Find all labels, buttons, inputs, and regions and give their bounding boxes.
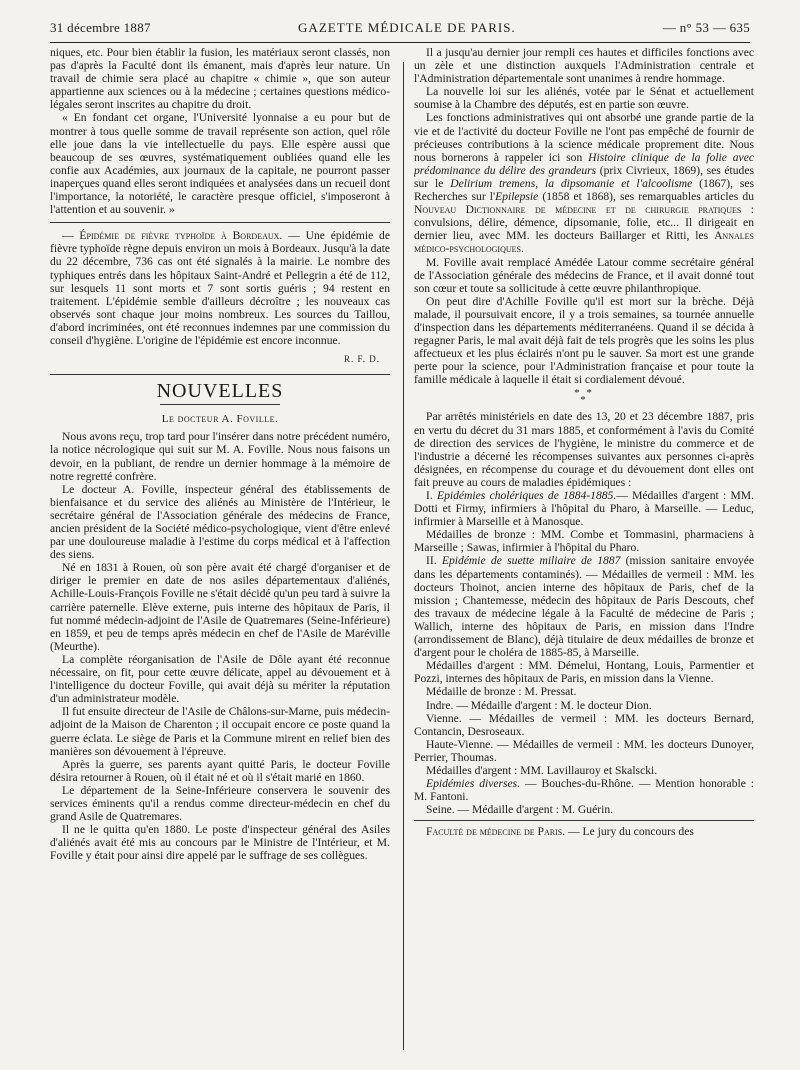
text-run: Delirium tremens, la dipsomanie et l'alcoolisme — [450, 176, 693, 190]
page-header — [50, 20, 750, 43]
paragraph: La complète réorganisation de l'Asile de Dôle ayant été reconnue nécessaire, on fit, pour cette œuvre délicate, appel au dévouement et à l'intelligence du docteur Foville, qui avait déjà su mériter la réputation d'un administrateur modèle. — [50, 652, 390, 706]
text-run: Les fonctions administratives qui ont absorbé une grande partie de la vie et de l'activité du docteur Foville ne l'ont pas empêché de fournir de précieuses contributions à la science médicale proprement dite. Nous nous bornerons à rappeler ici son — [414, 111, 754, 164]
divider — [50, 222, 390, 223]
text-run: — Le jury du concours des — [565, 825, 694, 839]
text-run: (prix Civrieux, 1869), ses études sur le — [414, 163, 754, 190]
typhoid-text: — Une épidémie de fièvre typhoïde règne depuis environ un mois à Bordeaux. Jusqu'à la date du 22 décembre, 736 cas ont été signalés à la mairie. Le nombre des typhiques entrés dans les hôpitaux Saint-André et Pellegrin a été de 112, sur lesquels 11 sont morts et 7 sont sortis guéris ; 94 restent en traitement. L'épidémie semble d'ailleurs décroître ; les nouveaux cas observés sont chaque jour moins nombreux. Les sources du Taillou, d'abord incriminées, ont été reconnues indemnes par une commission du conseil d'hygiène. L'origine de l'épidémie est encore inconnue. — [50, 229, 390, 347]
text-run: (mission sanitaire envoyée dans les départements contaminés). — Médailles de vermeil : MM. les docteurs Thoinot, ancien interne des hôpitaux de Paris, chef de la mission ; Chantemesse, médecin des hôpitaux de Paris Descouts, chef des travaux de médecine légale à la Faculté de médecine de Paris ; Wallich, interne des hôpitaux de Paris, en mission dans l'Indre (arrondissement de Blanc), déjà titulaire de deux médailles de bronze et d'argent pour le choléra de 1885-85, à Marseille. — [414, 554, 754, 660]
paragraph: M. Foville avait remplacé Amédée Latour comme secrétaire général de l'Association générale des médecins de France, et il avait donné tout son cœur et toute sa sollicitude à cette œuvre philanthropique. — [414, 255, 754, 295]
header-issue: — n° 53 — 635 — [662, 20, 750, 35]
text-run: Epidémie de suette miliaire de 1887 — [441, 554, 621, 568]
asterism: * * * — [574, 387, 594, 407]
text-run: Annales médico-psychologiques — [414, 229, 754, 256]
typhoid-paragraph — [50, 229, 390, 347]
article-subhead: Le docteur A. Foville. — [161, 413, 279, 426]
paragraph: Le département de la Seine-Inférieure conservera le souvenir des services éminents qu'il a rendus comme directeur-médecin en chef du grand Asile de Quatremares. — [50, 783, 390, 824]
section-title: NOUVELLES — [156, 380, 284, 403]
paragraph: Il a jusqu'au dernier jour rempli ces hautes et difficiles fonctions avec un zèle et une distinction auxquels l'Administration centrale et l'Administration départementale sont unanimes à rendre hommage. — [414, 46, 754, 86]
divider — [160, 404, 280, 405]
paragraph — [414, 554, 754, 659]
paragraph: On peut dire d'Achille Foville qu'il est mort sur la brèche. Déjà malade, il poursuivait encore, il y a trois semaines, sa tournée annuelle d'inspection dans les départements méditerranéens. Quand il se décida à regagner Paris, le mal avait déjà fait de tels progrès que les soins les plus affectueux et les plus éclairés n'ont pu le sauver. Sa mort est une grande perte pour la science, pour l'Administration française et pour toute la famille médicale à laquelle il était si cordialement dévoué. — [414, 294, 754, 387]
paragraph: Il ne le quitta qu'en 1880. Le poste d'inspecteur général des Asiles d'aliénés avait été mis au concours par le Ministre de l'Intérieur, et M. Foville y était pour ainsi dire appelé par le suffrage de ses collègues. — [50, 823, 390, 863]
text-run: (1858 et 1868), ses remarquables articles du — [538, 190, 754, 204]
column-rule — [403, 62, 404, 1050]
paragraph — [414, 825, 754, 838]
right-column — [414, 46, 754, 1060]
typhoid-heading: — Épidémie de fièvre typhoïde à Bordeaux. — [62, 229, 283, 243]
text-run: Histoire clinique de la folie avec prédominance du délire des grandeurs — [414, 150, 754, 177]
text-run: — Médailles d'argent : MM. Dotti et Firmy, infirmiers à l'hôpital du Pharo, à Marseille. — Leduc, infirmier à Marseille et à Manosque. — [414, 489, 754, 529]
paragraph: Le docteur A. Foville, inspecteur général des établissements de bienfaisance et du service des aliénés au Ministère de l'Intérieur, le secrétaire général de l'Association générale des médecins de France, ancien président de la Société médico-psychologique, vient d'être enlevé par une douloureuse maladie à l'estime du corps médical et à l'affection des siens. — [50, 482, 390, 562]
text-run: : convulsions, délire, démence, dipsomanie, folie, etc... Il dirigeait en dernier lieu, avec MM. les docteurs Baillarger et Ritti, les — [414, 203, 754, 243]
text-run: Epidémies cholériques de 1884-1885. — [437, 489, 617, 502]
paragraph: niques, etc. Pour bien établir la fusion, les matériaux seront classés, non pas d'après la Faculté dont ils émanent, mais d'après leur nature. Un travail de chimie sera placé au chapitre « chimie », que son auteur appartienne aux sciences ou à la médecine ; certaines questions médico-légales seront inscrites au chapitre du droit. — [50, 46, 390, 112]
divider — [50, 374, 390, 375]
text-run: — Bouches-du-Rhône. — Mention honorable : M. Fantoni. — [414, 777, 754, 804]
text-run: Faculté de médecine de Paris. — [426, 825, 566, 839]
paragraph: Né en 1831 à Rouen, où son père avait été chargé d'organiser et de diriger le premier en date de nos asiles départementaux d'aliénés, Achille-Louis-François Foville ne s'était décidé qu'un peu tard à suivre la carrière paternelle. Elève externe, puis interne des hôpitaux de Paris, il fut nommé médecin-adjoint de l'Asile de Quatremares (Seine-Inférieure) en 1859, et peu de temps après médecin en chef de l'Asile de Maréville (Meurthe). — [50, 561, 390, 653]
text-run: I. — [426, 489, 438, 502]
paragraph: Par arrêtés ministériels en date des 13, 20 et 23 décembre 1887, pris en vertu du décret du 31 mars 1885, et conformément à l'avis du Comité de direction des services de l'hygiène, le ministre du commerce et de l'industrie a décerné les récompenses suivantes aux personnes ci-après désignées, en récompense du courage et du dévouement dont elles ont fait preuve au cours de maladies épidémiques : — [414, 410, 754, 489]
paragraph: Seine. — Médaille d'argent : M. Guérin. — [426, 803, 614, 817]
paragraph: Vienne. — Médailles de vermeil : MM. les docteurs Bernard, Contancin, Desroseaux. — [414, 711, 754, 738]
text-run: Epidémies diverses. — [426, 777, 521, 791]
text-run: (1867), ses Recherches sur l' — [414, 176, 754, 204]
paragraph: Nous avons reçu, trop tard pour l'insérer dans notre précédent numéro, la notice nécrologique qui suit sur M. A. Foville. Nous nous faisons un devoir, en la publiant, de rendre un dernier hommage à la mémoire de notre regretté confrère. — [50, 430, 390, 483]
paragraph: La nouvelle loi sur les aliénés, votée par le Sénat et actuellement soumise à la Chambre des députés, est en partie son œuvre. — [414, 85, 754, 112]
signature: R. F. D. — [343, 354, 380, 365]
header-title: GAZETTE MÉDICALE DE PARIS. — [298, 20, 516, 35]
paragraph: Médailles d'argent : MM. Démelui, Hontang, Louis, Parmentier et Pozzi, internes des hôpitaux de Paris, en mission dans la Vienne. — [414, 659, 754, 686]
text-run: Epilepsie — [495, 190, 539, 204]
paragraph: Médailles d'argent : MM. Lavillauroy et Skalscki. — [426, 763, 658, 777]
header-date: 31 décembre 1887 — [50, 20, 151, 35]
left-column — [50, 46, 390, 1060]
paragraph: Il fut ensuite directeur de l'Asile de Châlons-sur-Marne, puis médecin-adjoint de la Maison de Charenton ; il occupait encore ce poste quand la guerre éclata. Le siège de Paris et la Commune mirent en relief bien des manières son dévouement à l'épreuve. — [50, 705, 390, 758]
paragraph: Médailles de bronze : MM. Combe et Tommasini, pharmaciens à Marseille ; Sawas, infirmier à l'hôpital du Pharo. — [414, 528, 754, 555]
paragraph: « En fondant cet organe, l'Université lyonnaise a eu pour but de montrer à tous quelle somme de travail représente son action, quel rôle elle joue dans la vie intellectuelle du pays. Elle espère aussi que beaucoup de ses œuvres, systématiquement oubliées quand elle les confie aux Académies, aux journaux de la capitale, ne pourront passer inaperçues quand elles seront indiquées et analysées dans un recueil dont l'importance, la notoriété, le caractère presque officiel, s'imposeront à l'attention et au souvenir. » — [50, 111, 390, 217]
paragraph — [414, 489, 754, 528]
paragraph — [414, 777, 754, 803]
divider — [414, 820, 754, 821]
paragraph: Haute-Vienne. — Médailles de vermeil : MM. les docteurs Dunoyer, Perrier, Thoumas. — [414, 737, 754, 764]
paragraph: Médaille de bronze : M. Pressat. — [426, 685, 577, 699]
paragraph: Après la guerre, ses parents ayant quitté Paris, le docteur Foville désira retourner à Rouen, où il était né et où il s'était marié en 1860. — [50, 757, 390, 784]
text-run: II. — [426, 554, 442, 568]
paragraph — [414, 111, 754, 255]
text-run: . — [520, 242, 524, 256]
paragraph: Indre. — Médaille d'argent : M. le docteur Dion. — [426, 698, 652, 712]
text-run: Nouveau Dictionnaire de médecine et de chirurgie pratiques — [414, 203, 742, 217]
